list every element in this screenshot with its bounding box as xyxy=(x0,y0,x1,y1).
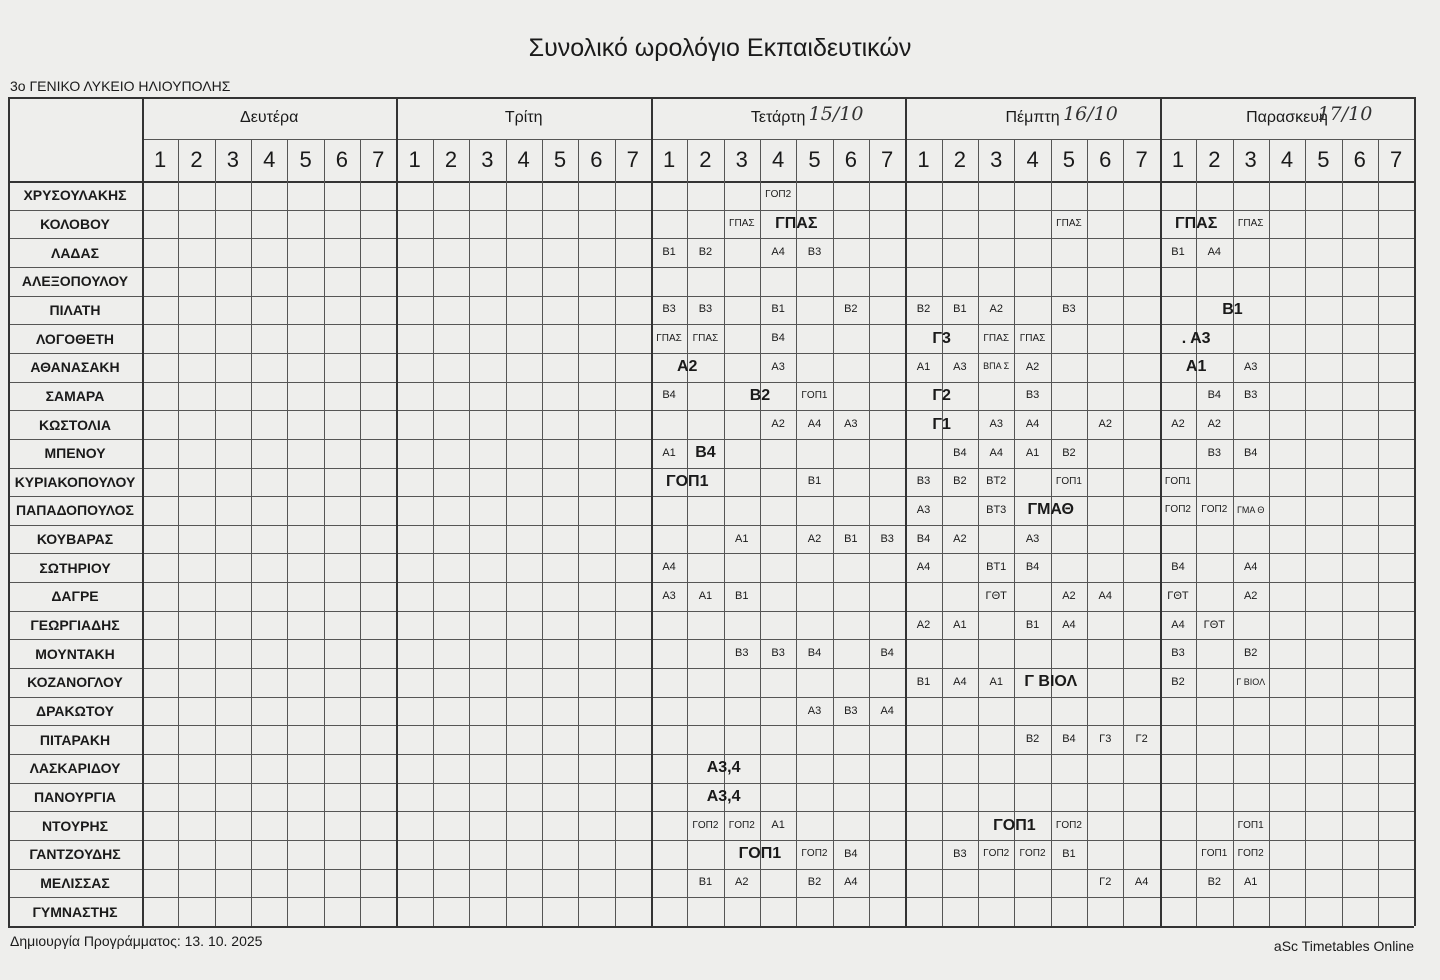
lesson-entry: Γ ΒΙΟΛ xyxy=(1024,673,1078,691)
period-number: 4 xyxy=(1280,147,1294,172)
lesson-entry: ΓΘΤ xyxy=(985,589,1007,602)
grid-line-vertical xyxy=(651,97,653,926)
grid-line-vertical xyxy=(615,139,616,926)
period-number: 2 xyxy=(190,147,203,172)
period-number: 6 xyxy=(590,147,603,172)
teacher-name: ΓΥΜΝΑΣΤΗΣ xyxy=(32,903,118,920)
lesson-entry: ΓΟΠ2 xyxy=(801,848,828,860)
period-number: 3 xyxy=(226,147,239,172)
grid-line-horizontal xyxy=(8,267,1414,268)
creation-date: Δημιουργία Προγράμματος: 13. 10. 2025 xyxy=(10,933,263,949)
teacher-name: ΝΤΟΥΡΗΣ xyxy=(41,817,109,834)
grid-line-horizontal xyxy=(8,926,1414,928)
lesson-entry: B1 xyxy=(916,675,931,688)
period-number: 2 xyxy=(953,147,966,172)
lesson-entry: B2 xyxy=(953,475,967,488)
lesson-entry: A3 xyxy=(662,589,676,602)
grid-line-vertical xyxy=(1269,139,1270,926)
period-number: 4 xyxy=(1026,147,1039,172)
lesson-entry: A4 xyxy=(1171,618,1185,631)
lesson-entry: A2 xyxy=(1207,418,1222,430)
lesson-entry: B2 xyxy=(749,386,771,404)
lesson-entry: A4 xyxy=(662,561,676,574)
day-header: Τετάρτη xyxy=(750,109,806,126)
teacher-name: ΛΟΓΟΘΕΤΗ xyxy=(35,330,115,347)
grid-line-vertical xyxy=(287,139,288,926)
period-number: 2 xyxy=(444,147,458,172)
lesson-entry: B3 xyxy=(1171,647,1185,660)
teacher-name: ΔΑΓΡΕ xyxy=(51,588,99,605)
lesson-entry: A3 xyxy=(916,503,931,516)
handwritten-date: 15/10 xyxy=(808,103,864,125)
teacher-name: ΚΟΛΟΒΟΥ xyxy=(40,215,110,232)
lesson-entry: A4 xyxy=(1207,246,1222,259)
lesson-entry: B1 xyxy=(771,303,785,316)
lesson-entry: A1 xyxy=(1243,876,1258,889)
lesson-entry: ΓΜΑΘ xyxy=(1027,501,1074,519)
period-number: 6 xyxy=(335,147,349,172)
teacher-name: ΛΑΣΚΑΡΙΔΟΥ xyxy=(29,760,121,777)
lesson-entry: A4 xyxy=(1134,876,1149,889)
teacher-name: ΜΠΕΝΟΥ xyxy=(44,445,106,462)
grid-line-vertical xyxy=(215,139,216,926)
lesson-entry: A2 xyxy=(1243,589,1258,602)
period-number: 7 xyxy=(1135,147,1148,172)
lesson-entry: B2 xyxy=(844,303,858,316)
lesson-entry: B4 xyxy=(1207,389,1222,402)
grid-line-vertical xyxy=(251,139,252,926)
lesson-entry: B4 xyxy=(771,332,785,345)
lesson-entry: A1 xyxy=(662,446,676,459)
lesson-entry: B1 xyxy=(698,876,713,889)
lesson-entry: A4 xyxy=(771,246,785,259)
grid-line-vertical xyxy=(1051,139,1052,926)
period-number: 5 xyxy=(1317,147,1330,172)
lesson-entry: A2 xyxy=(953,532,967,545)
period-number: 7 xyxy=(372,147,385,172)
grid-line-vertical xyxy=(1378,139,1379,926)
lesson-entry: ΓΟΠ2 xyxy=(765,189,792,201)
grid-line-vertical xyxy=(142,97,144,926)
lesson-entry: B3 xyxy=(807,246,822,259)
lesson-entry: B3 xyxy=(880,532,894,545)
lesson-entry: Γ ΒΙΟΛ xyxy=(1236,676,1266,687)
grid-line-horizontal xyxy=(8,697,1414,698)
teacher-name: ΚΟΥΒΑΡΑΣ xyxy=(36,531,114,548)
grid-line-vertical xyxy=(1233,139,1234,926)
lesson-entry: B3 xyxy=(953,847,967,860)
lesson-entry: ΓΠΑΣ xyxy=(1237,217,1264,229)
teacher-name: ΓΕΩΡΓΙΑΔΗΣ xyxy=(30,617,120,634)
lesson-entry: B3 xyxy=(698,303,713,316)
grid-line-horizontal xyxy=(8,897,1414,898)
lesson-entry: B4 xyxy=(1243,446,1258,459)
period-number: 5 xyxy=(1062,147,1076,172)
lesson-entry: ΓΟΠ2 xyxy=(692,819,719,831)
lesson-entry: B2 xyxy=(916,303,931,316)
lesson-entry: A1 xyxy=(735,532,749,545)
grid-line-horizontal xyxy=(8,181,1414,183)
lesson-entry: A1 xyxy=(953,618,967,631)
lesson-entry: A2 xyxy=(1025,360,1040,373)
lesson-entry: ΓΟΠ2 xyxy=(1019,848,1046,860)
lesson-entry: A3 xyxy=(1243,360,1258,373)
lesson-entry: B3 xyxy=(771,647,785,660)
lesson-entry: B4 xyxy=(880,647,894,660)
lesson-entry: A2 xyxy=(1171,418,1185,430)
lesson-entry: B2 xyxy=(1062,446,1076,459)
lesson-entry: Γ2 xyxy=(932,386,951,404)
teacher-name: ΠΑΝΟΥΡΓΙΑ xyxy=(34,788,116,805)
day-header: Δευτέρα xyxy=(240,109,299,126)
lesson-entry: ΓΠΑΣ xyxy=(1056,217,1082,229)
lesson-entry: Γ2 xyxy=(1099,876,1112,889)
lesson-entry: A3 xyxy=(989,418,1003,430)
lesson-entry: B2 xyxy=(698,246,713,259)
lesson-entry: ΓΟΠ2 xyxy=(1055,819,1082,831)
lesson-entry: A3 xyxy=(807,704,822,717)
lesson-entry: ΓΠΑΣ xyxy=(692,332,719,344)
lesson-entry: BT3 xyxy=(986,503,1007,516)
grid-line-vertical xyxy=(542,139,543,926)
lesson-entry: A2 xyxy=(1098,418,1112,430)
period-number: 6 xyxy=(1353,147,1366,172)
lesson-entry: ΓΠΑΣ xyxy=(775,214,818,232)
lesson-entry: B4 xyxy=(1171,561,1185,574)
grid-line-vertical xyxy=(1342,139,1343,926)
grid-line-vertical xyxy=(178,139,179,926)
lesson-entry: B4 xyxy=(662,389,676,402)
grid-line-horizontal xyxy=(8,725,1414,726)
lesson-entry: B4 xyxy=(1062,733,1076,746)
lesson-entry: B1 xyxy=(807,475,822,488)
lesson-entry: ΓΟΠ2 xyxy=(1201,504,1228,516)
software-credit: aSc Timetables Online xyxy=(1273,938,1414,954)
lesson-entry: ΓΟΠ1 xyxy=(665,472,709,490)
period-number: 2 xyxy=(1208,147,1221,172)
lesson-entry: ΓΟΠ1 xyxy=(993,816,1036,834)
teacher-name: ΛΑΔΑΣ xyxy=(50,244,100,261)
lesson-entry: A3,4 xyxy=(706,759,741,777)
lesson-entry: A4 xyxy=(953,675,967,688)
lesson-entry: ΓΠΑΣ xyxy=(1174,214,1218,232)
lesson-entry: A1 xyxy=(771,819,785,832)
grid-line-vertical xyxy=(1087,139,1088,926)
lesson-entry: B1 xyxy=(1222,300,1243,318)
teacher-name: ΧΡΥΣΟΥΛΑΚΗΣ xyxy=(23,187,127,204)
lesson-entry: B1 xyxy=(1062,847,1076,860)
period-number: 7 xyxy=(881,147,894,172)
lesson-entry: B3 xyxy=(916,475,931,488)
lesson-entry: A1 xyxy=(916,360,931,373)
period-number: 1 xyxy=(154,147,167,172)
lesson-entry: B4 xyxy=(1025,561,1040,574)
lesson-entry: A3 xyxy=(953,360,967,373)
grid-line-vertical xyxy=(1305,139,1306,926)
day-header: Τρίτη xyxy=(504,109,543,126)
grid-line-horizontal xyxy=(8,668,1414,669)
teacher-name: ΓΑΝΤΖΟΥΔΗΣ xyxy=(29,846,121,863)
handwritten-date: 17/10 xyxy=(1317,103,1373,125)
teacher-name: ΜΟΥΝΤΑΚΗ xyxy=(35,645,115,662)
grid-line-vertical xyxy=(360,139,361,926)
grid-line-vertical xyxy=(978,139,979,926)
lesson-entry: ΓΟΠ1 xyxy=(1164,475,1191,487)
grid-line-horizontal xyxy=(8,639,1414,640)
grid-line-horizontal xyxy=(8,525,1414,526)
lesson-entry: A1 xyxy=(698,589,713,602)
lesson-entry: A4 xyxy=(916,561,931,574)
lesson-entry: A3 xyxy=(844,418,858,430)
lesson-entry: Γ3 xyxy=(932,329,951,347)
period-number: 3 xyxy=(481,147,494,172)
lesson-entry: ΒΠΑ Σ xyxy=(983,361,1010,372)
grid-line-vertical xyxy=(578,139,579,926)
teacher-name: ΚΟΖΑΝΟΓΛΟΥ xyxy=(27,674,123,691)
lesson-entry: A4 xyxy=(844,876,858,889)
lesson-entry: A1 xyxy=(989,675,1003,688)
grid-line-vertical xyxy=(396,97,398,926)
lesson-entry: A4 xyxy=(1025,418,1040,430)
lesson-entry: B1 xyxy=(662,246,676,259)
lesson-entry: A3 xyxy=(1025,532,1040,545)
period-number: 5 xyxy=(299,147,312,172)
lesson-entry: B2 xyxy=(1025,733,1040,746)
school-name: 3ο ΓΕΝΙΚΟ ΛΥΚΕΙΟ ΗΛΙΟΥΠΟΛΗΣ xyxy=(10,78,231,94)
teacher-name: ΠΑΠΑΔΟΠΟΥΛΟΣ xyxy=(16,502,134,519)
lesson-entry: Γ3 xyxy=(1099,733,1112,746)
lesson-entry: A4 xyxy=(1098,589,1112,602)
lesson-entry: ΓΟΠ1 xyxy=(801,389,828,401)
lesson-entry: ΓΠΑΣ xyxy=(983,332,1010,344)
teacher-name: ΑΛΕΞΟΠΟΥΛΟΥ xyxy=(21,273,129,290)
period-number: 3 xyxy=(735,147,748,172)
lesson-entry: ΓΠΑΣ xyxy=(1019,332,1046,344)
lesson-entry: A2 xyxy=(807,532,822,545)
lesson-entry: B2 xyxy=(1171,675,1185,688)
lesson-entry: B1 xyxy=(844,532,858,545)
period-number: 7 xyxy=(1389,147,1403,172)
lesson-entry: A4 xyxy=(989,446,1003,459)
period-number: 3 xyxy=(990,147,1003,172)
lesson-entry: ΓΟΠ1 xyxy=(1237,819,1264,831)
lesson-entry: B4 xyxy=(807,647,822,660)
period-number: 7 xyxy=(626,147,639,172)
period-number: 5 xyxy=(553,147,567,172)
lesson-entry: ΓΟΠ2 xyxy=(728,819,755,831)
period-number: 1 xyxy=(408,147,421,172)
lesson-entry: ΓΠΑΣ xyxy=(728,217,755,229)
lesson-entry: B1 xyxy=(1025,618,1040,631)
lesson-entry: B3 xyxy=(1207,446,1222,459)
lesson-entry: ΓΘΤ xyxy=(1203,618,1225,631)
day-header: Πέμπτη xyxy=(1005,109,1060,126)
lesson-entry: B1 xyxy=(735,589,749,602)
period-number: 6 xyxy=(844,147,857,172)
period-number: 6 xyxy=(1099,147,1112,172)
period-number: 1 xyxy=(662,147,676,172)
teacher-name: ΚΥΡΙΑΚΟΠΟΥΛΟΥ xyxy=(14,473,136,490)
lesson-entry: ΓΟΠ2 xyxy=(983,848,1010,860)
lesson-entry: ΓΟΠ2 xyxy=(1164,504,1191,516)
lesson-entry: ΓΟΠ1 xyxy=(738,845,782,863)
lesson-entry: B4 xyxy=(916,532,931,545)
teacher-name: ΣΩΤΗΡΙΟΥ xyxy=(39,559,111,576)
lesson-entry: B2 xyxy=(1207,876,1222,889)
teacher-name: ΣΑΜΑΡΑ xyxy=(45,387,105,404)
teacher-name: ΑΘΑΝΑΣΑΚΗ xyxy=(30,359,120,376)
lesson-entry: A2 xyxy=(771,418,785,430)
lesson-entry: BT2 xyxy=(986,475,1007,488)
grid-line-vertical xyxy=(324,139,325,926)
handwritten-date: 16/10 xyxy=(1063,103,1118,125)
lesson-entry: ΓΠΑΣ xyxy=(656,332,682,344)
lesson-entry: ΓΟΠ2 xyxy=(1237,848,1264,860)
lesson-entry: A1 xyxy=(1025,446,1040,459)
lesson-entry: ΓΜΑ Θ xyxy=(1236,504,1265,515)
lesson-entry: A2 xyxy=(735,876,749,889)
period-number: 5 xyxy=(808,147,821,172)
teacher-name: ΔΡΑΚΩΤΟΥ xyxy=(36,703,114,719)
lesson-entry: B1 xyxy=(953,303,967,316)
lesson-entry: B3 xyxy=(844,704,858,717)
lesson-entry: A2 xyxy=(916,618,931,631)
teacher-name: ΚΩΣΤΟΛΙΑ xyxy=(39,416,111,433)
lesson-entry: ΓΟΠ1 xyxy=(1201,848,1228,860)
lesson-entry: B3 xyxy=(1025,389,1040,402)
period-number: 1 xyxy=(917,147,930,172)
lesson-entry: BT1 xyxy=(986,561,1007,574)
teacher-name: ΠΙΛΑΤΗ xyxy=(49,301,101,318)
lesson-entry: ΓΘΤ xyxy=(1167,589,1189,602)
lesson-entry: Γ2 xyxy=(1135,733,1148,746)
grid-line-vertical xyxy=(433,139,434,926)
lesson-entry: A3 xyxy=(771,360,785,373)
teacher-name: ΠΙΤΑΡΑΚΗ xyxy=(39,731,111,748)
period-number: 4 xyxy=(263,147,276,172)
period-number: 1 xyxy=(1171,147,1185,172)
day-header: Παρασκευή xyxy=(1246,109,1328,126)
period-number: 4 xyxy=(771,147,785,172)
grid-line-vertical xyxy=(1414,97,1416,926)
lesson-entry: ΓΟΠ1 xyxy=(1055,475,1082,487)
lesson-entry: A3,4 xyxy=(706,787,741,805)
period-number: 2 xyxy=(699,147,712,172)
lesson-entry: B4 xyxy=(844,847,858,860)
lesson-entry: B3 xyxy=(1243,389,1258,402)
lesson-entry: B4 xyxy=(953,446,967,459)
lesson-entry: B2 xyxy=(807,876,822,889)
grid-line-vertical xyxy=(506,139,507,926)
lesson-entry: B3 xyxy=(1062,303,1076,316)
lesson-entry: B3 xyxy=(735,647,749,660)
period-number: 4 xyxy=(517,147,530,172)
lesson-entry: A4 xyxy=(807,418,822,430)
lesson-entry: B2 xyxy=(1243,647,1258,660)
lesson-entry: B3 xyxy=(662,303,676,316)
page-title: Συνολικό ωρολόγιο Εκπαιδευτικών xyxy=(528,34,912,62)
lesson-entry: A2 xyxy=(989,303,1003,316)
lesson-entry: B1 xyxy=(1171,246,1185,259)
teacher-name: ΜΕΛΙΣΣΑΣ xyxy=(40,874,110,891)
grid-line-vertical xyxy=(1123,139,1124,926)
lesson-entry: Γ1 xyxy=(932,415,951,433)
lesson-entry: A4 xyxy=(880,704,894,717)
lesson-entry: B4 xyxy=(695,444,716,462)
period-number: 3 xyxy=(1244,147,1257,172)
lesson-entry: A2 xyxy=(677,358,698,376)
lesson-entry: A4 xyxy=(1243,561,1258,574)
grid-line-vertical xyxy=(469,139,470,926)
lesson-entry: A1 xyxy=(1185,358,1207,376)
lesson-entry: A4 xyxy=(1062,618,1076,631)
grid-line-horizontal xyxy=(8,553,1414,554)
lesson-entry: A2 xyxy=(1062,589,1076,602)
lesson-entry: . A3 xyxy=(1181,329,1211,347)
